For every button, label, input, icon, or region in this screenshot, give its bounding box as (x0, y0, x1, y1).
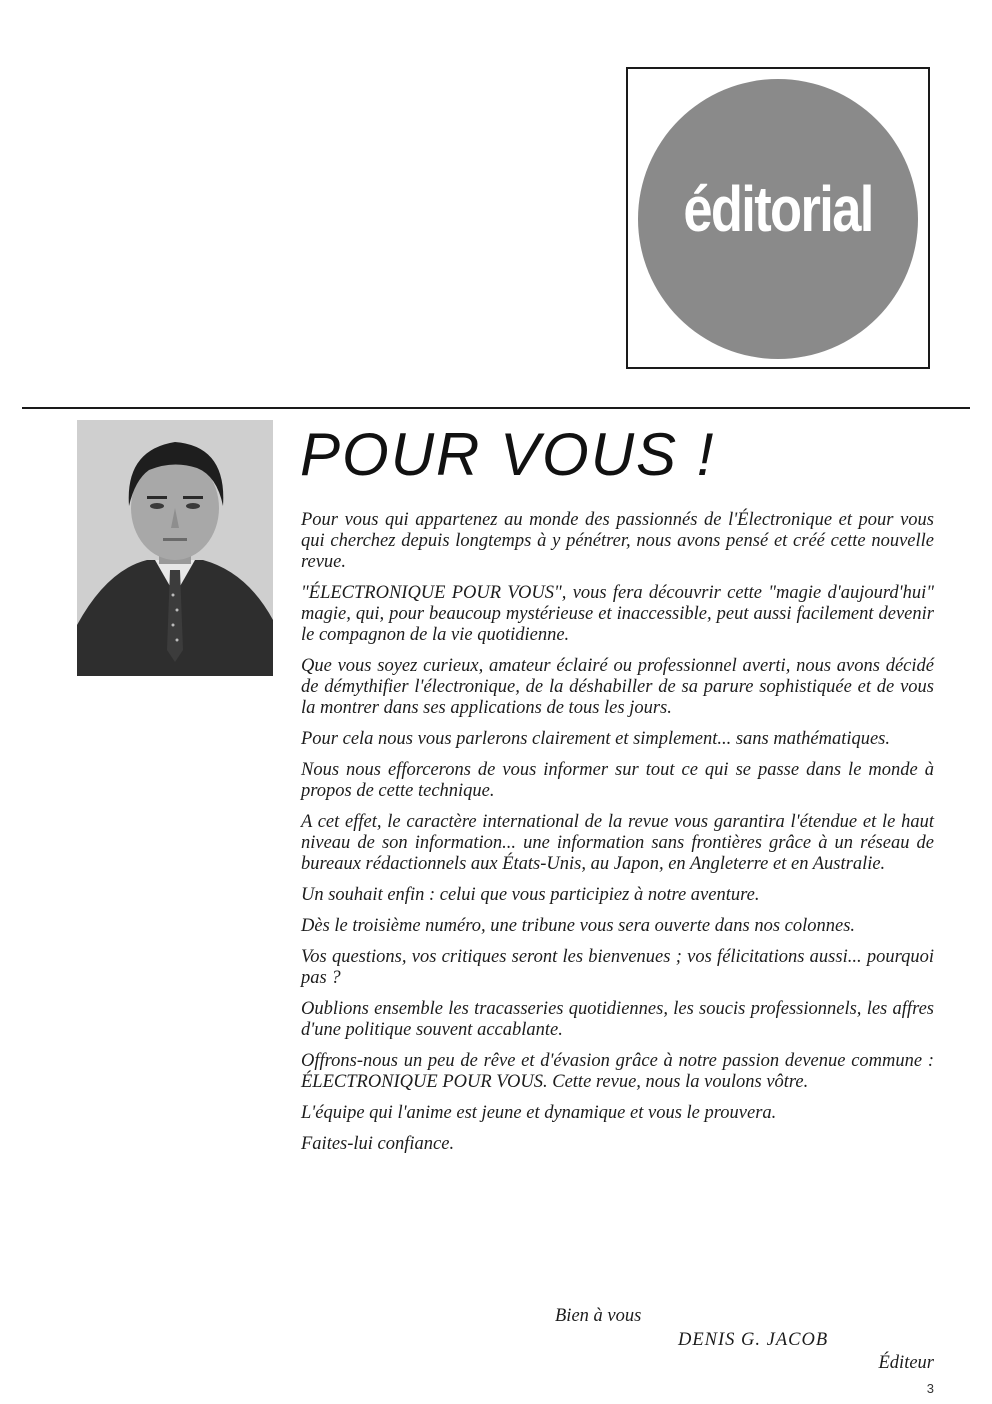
signature-name: DENIS G. JACOB (678, 1330, 829, 1350)
badge-label: éditorial (683, 173, 873, 245)
signature-greeting: Bien à vous (555, 1306, 642, 1326)
editorial-body (301, 510, 934, 1165)
editorial-badge (626, 67, 930, 369)
paragraph: Offrons-nous un peu de rêve et d'évasion grâce à notre passion devenue commune : ÉLECTRONIQUE POUR VOUS. Cette revue, nous la voulons vôtre. (301, 1051, 934, 1092)
paragraph: Un souhait enfin : celui que vous participiez à notre aventure. (301, 885, 760, 905)
paragraph: Nous nous efforcerons de vous informer sur tout ce qui se passe dans le monde à propos de cette technique. (301, 760, 934, 801)
paragraph: Vos questions, vos critiques seront les bienvenues ; vos félicitations aussi... pourquoi pas ? (301, 947, 934, 988)
paragraph: Pour cela nous vous parlerons clairement et simplement... sans mathématiques. (301, 729, 891, 749)
portrait-photo (77, 420, 273, 676)
paragraph: Faites-lui confiance. (301, 1134, 455, 1154)
paragraph: Que vous soyez curieux, amateur éclairé ou professionnel averti, nous avons décidé de démythifier l'électronique, de la déshabiller de sa parure sophistiquée et de vous la montrer dans ses applications de tous les jours. (301, 656, 934, 718)
paragraph: Oublions ensemble les tracasseries quotidiennes, les soucis professionnels, les affres d'une politique souvent accablante. (301, 999, 934, 1040)
portrait-illustration (77, 420, 273, 676)
paragraph: Pour vous qui appartenez au monde des passionnés de l'Électronique et pour vous qui cherchez depuis longtemps à y pénétrer, nous avons pensé et créé cette nouvelle revue. (301, 510, 934, 572)
page-number: 3 (926, 1381, 934, 1396)
headline: POUR VOUS ! (300, 421, 716, 488)
paragraph: L'équipe qui l'anime est jeune et dynamique et vous le prouvera. (301, 1103, 777, 1123)
section-divider (22, 407, 970, 409)
paragraph: "ÉLECTRONIQUE POUR VOUS", vous fera découvrir cette "magie d'aujourd'hui" magie, qui, pour beaucoup mystérieuse et inaccessible, peut aussi facilement devenir le compagnon de la vie quotidienne. (301, 583, 934, 645)
paragraph: Dès le troisième numéro, une tribune vous sera ouverte dans nos colonnes. (301, 916, 856, 936)
signature-role: Éditeur (878, 1353, 934, 1373)
paragraph: A cet effet, le caractère international de la revue vous garantira l'étendue et le haut niveau de son information... une information sans frontières grâce à un réseau de bureaux rédactionnels aux États-Unis, au Japon, en Angleterre et en Australie. (301, 812, 934, 874)
